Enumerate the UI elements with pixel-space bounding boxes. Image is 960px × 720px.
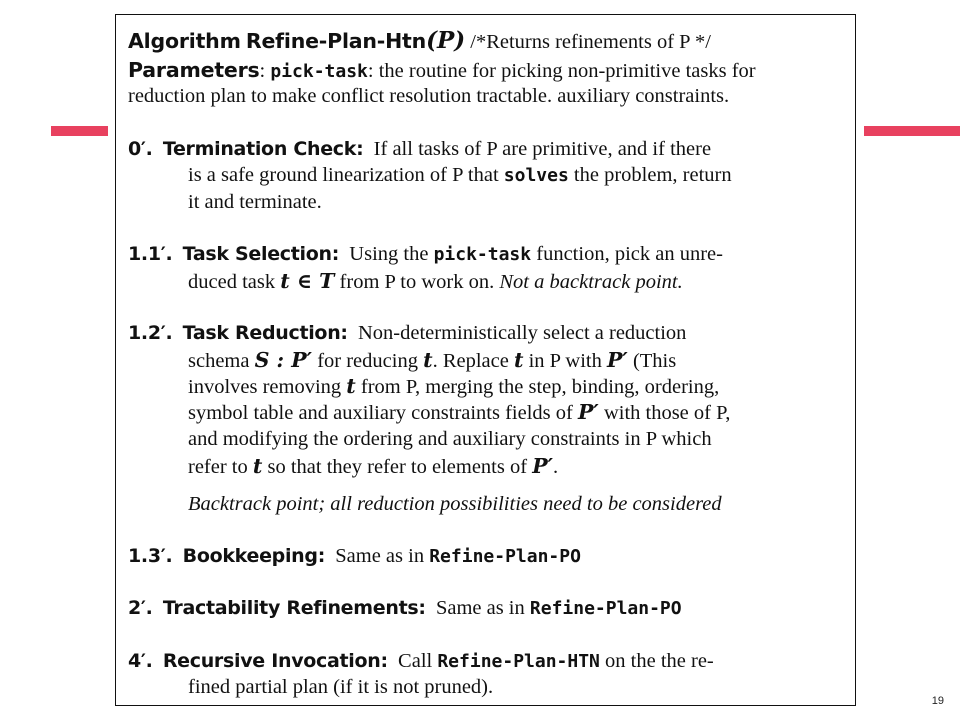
step-1-2-p-prime-3: P′ bbox=[532, 454, 554, 478]
step-1-2-backtrack-note: Backtrack point; all reduction possibilities need to be considered bbox=[188, 493, 722, 515]
step-1-2-text-2d: in P with bbox=[523, 350, 607, 372]
step-1-1-title: Task Selection: bbox=[182, 243, 340, 265]
step-1-2-line-6 bbox=[188, 454, 558, 479]
step-1-2-text-6b: so that they refer to elements of bbox=[262, 456, 533, 478]
step-1-2-text-6c: . bbox=[553, 456, 559, 478]
step-2-line bbox=[128, 596, 682, 621]
step-0-line-1 bbox=[128, 137, 711, 161]
accent-bar-right bbox=[864, 126, 960, 136]
step-2-code: Refine-Plan-PO bbox=[529, 598, 682, 619]
step-1-1-number: 1.1′. bbox=[128, 243, 173, 265]
step-1-2-t-symbol: t bbox=[423, 348, 433, 372]
step-1-2-text-1: Non-deterministically select a reduction bbox=[357, 322, 687, 344]
step-4-number: 4′. bbox=[128, 650, 153, 672]
step-0-text-2b: the problem, return bbox=[568, 164, 732, 186]
step-1-2-line-5: and modifying the ordering and auxiliary constraints in P which bbox=[188, 428, 712, 450]
step-1-2-text-4b: with those of P, bbox=[598, 402, 731, 424]
step-0-line-2 bbox=[188, 163, 732, 188]
step-1-2-text-2e: (This bbox=[627, 350, 677, 372]
step-1-2-line-2 bbox=[188, 348, 676, 373]
algorithm-title-line bbox=[128, 29, 711, 54]
step-4-text-1a: Call bbox=[398, 650, 438, 672]
step-1-1-code: pick-task bbox=[433, 244, 532, 265]
step-1-3-number: 1.3′. bbox=[128, 545, 173, 567]
step-1-1-text-1a: Using the bbox=[349, 243, 434, 265]
step-1-1-symbol: t ∈ T bbox=[280, 269, 335, 293]
step-4-code: Refine-Plan-HTN bbox=[437, 651, 600, 672]
step-1-1-text-2a: duced task bbox=[188, 271, 281, 293]
step-0-text-1: If all tasks of P are primitive, and if there bbox=[373, 138, 712, 160]
step-4-text-1b: on the the re- bbox=[599, 650, 714, 672]
step-1-1-text-1b: function, pick an unre- bbox=[531, 243, 723, 265]
step-0-number: 0′. bbox=[128, 138, 153, 160]
algorithm-comment: /*Returns refinements of P */ bbox=[470, 31, 711, 53]
step-1-1-line-1 bbox=[128, 242, 723, 267]
parameters-code: pick-task bbox=[270, 61, 368, 82]
step-1-2-p-prime-2: P′ bbox=[577, 400, 599, 424]
step-1-2-t-symbol-4: t bbox=[252, 454, 263, 478]
step-1-3-text: Same as in bbox=[335, 545, 430, 567]
step-2-number: 2′. bbox=[128, 597, 153, 619]
step-4-line-1 bbox=[128, 649, 714, 674]
step-1-2-t-symbol-3: t bbox=[346, 374, 356, 398]
algorithm-panel bbox=[115, 14, 856, 706]
step-0-line-3: it and terminate. bbox=[188, 191, 322, 213]
step-4-title: Recursive Invocation: bbox=[162, 650, 388, 672]
step-1-3-code: Refine-Plan-PO bbox=[429, 546, 581, 567]
step-1-2-text-2a: schema bbox=[188, 350, 255, 372]
step-0-code: solves bbox=[503, 165, 569, 186]
step-1-2-text-6a: refer to bbox=[188, 456, 253, 478]
step-4-line-2: fined partial plan (if it is not pruned). bbox=[188, 676, 494, 698]
step-1-2-text-3a: involves removing bbox=[188, 376, 347, 398]
algorithm-arg: (P) bbox=[426, 27, 466, 54]
step-1-1-text-2b: from P to work on. bbox=[334, 271, 500, 293]
step-1-1-note: Not a backtrack point. bbox=[499, 271, 683, 293]
step-1-2-text-4a: symbol table and auxiliary constraints fields of bbox=[188, 402, 578, 424]
algorithm-name: Refine-Plan-Htn bbox=[245, 29, 427, 53]
step-1-2-title: Task Reduction: bbox=[182, 322, 348, 344]
step-1-3-line bbox=[128, 544, 581, 569]
step-1-2-schema: S : P′ bbox=[254, 348, 313, 372]
step-0-title: Termination Check: bbox=[162, 138, 364, 160]
step-2-title: Tractability Refinements: bbox=[162, 597, 426, 619]
step-0-text-2a: is a safe ground linearization of P that bbox=[188, 164, 504, 186]
step-1-2-text-2b: for reducing bbox=[312, 350, 424, 372]
step-1-2-line-4 bbox=[188, 400, 730, 425]
step-1-1-line-2 bbox=[188, 269, 683, 294]
step-1-2-line-1 bbox=[128, 321, 686, 345]
parameters-keyword: Parameters bbox=[128, 58, 260, 82]
step-1-2-p-prime: P′ bbox=[606, 348, 628, 372]
parameters-colon: : bbox=[259, 60, 266, 82]
algorithm-keyword: Algorithm bbox=[128, 29, 241, 53]
step-1-2-text-2c: . Replace bbox=[432, 350, 514, 372]
step-2-text: Same as in bbox=[435, 597, 530, 619]
parameters-line-2: reduction plan to make conflict resolution tractable. auxiliary constraints. bbox=[128, 85, 730, 107]
parameters-rest: : the routine for picking non-primitive tasks for bbox=[367, 60, 756, 82]
accent-bar-left bbox=[51, 126, 108, 136]
step-1-3-title: Bookkeeping: bbox=[182, 545, 326, 567]
step-1-2-line-3 bbox=[188, 374, 719, 399]
step-1-2-t-symbol-2: t bbox=[513, 348, 524, 372]
page-number: 19 bbox=[931, 695, 944, 707]
step-1-2-number: 1.2′. bbox=[128, 322, 173, 344]
parameters-line bbox=[128, 58, 756, 84]
step-1-2-text-3b: from P, merging the step, binding, ordering, bbox=[355, 376, 720, 398]
